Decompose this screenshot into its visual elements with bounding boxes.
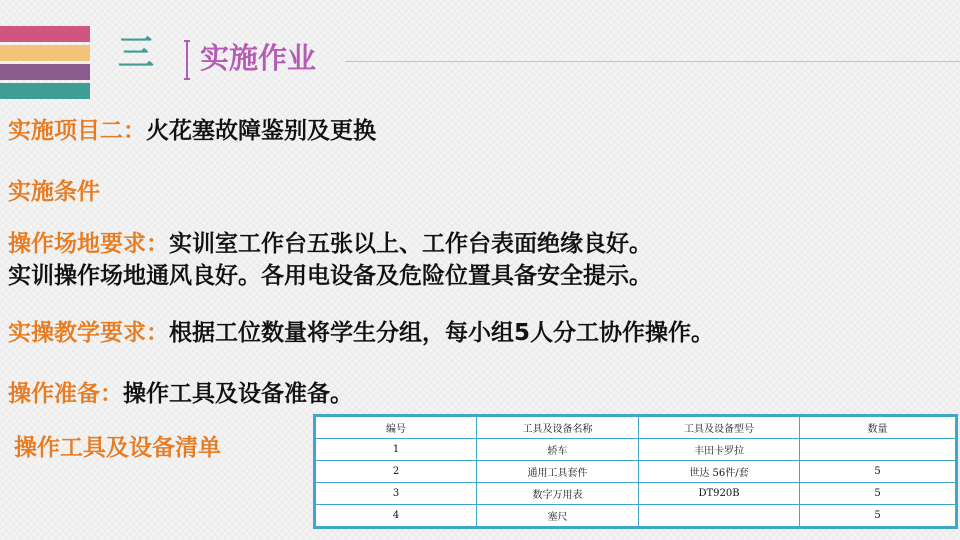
table-cell: 数字万用表	[477, 483, 639, 505]
table-row	[315, 439, 956, 461]
column-header: 工具及设备型号	[639, 416, 800, 439]
table-cell: 5	[800, 505, 956, 527]
table-cell	[800, 439, 956, 461]
teaching-requirements-line	[8, 319, 714, 348]
project-text: 火花塞故障鉴别及更换	[146, 118, 376, 144]
stripe-pink	[0, 26, 90, 42]
site-requirements-line-2	[8, 262, 652, 291]
tool-list-heading: 操作工具及设备清单	[14, 435, 221, 461]
table-cell: 塞尺	[477, 505, 639, 527]
tool-list-table	[313, 414, 958, 529]
table-cell: DT920B	[639, 483, 800, 505]
table-row	[315, 461, 956, 483]
table-cell: 4	[315, 505, 477, 527]
site-requirements-text: 实训室工作台五张以上、工作台表面绝缘良好。	[169, 231, 652, 257]
table-cell: 1	[315, 439, 477, 461]
table-cell: 丰田卡罗拉	[639, 439, 800, 461]
stripe-purple	[0, 64, 90, 80]
site-requirements-label: 操作场地要求：	[8, 231, 169, 257]
table-cell	[639, 505, 800, 527]
preparation-label: 操作准备：	[8, 381, 123, 407]
table-cell: 5	[800, 461, 956, 483]
table-row	[315, 505, 956, 527]
title-divider	[186, 40, 188, 80]
decorative-stripes	[0, 26, 90, 102]
conditions-heading: 实施条件	[8, 179, 100, 205]
table-cell: 通用工具套件	[477, 461, 639, 483]
column-header: 编号	[315, 416, 477, 439]
teaching-requirements-text: 根据工位数量将学生分组，每小组5人分工协作操作。	[169, 320, 715, 346]
table-row	[315, 483, 956, 505]
project-label: 实施项目二：	[8, 118, 146, 144]
title-rule	[345, 61, 960, 62]
table-cell: 5	[800, 483, 956, 505]
table-cell: 3	[315, 483, 477, 505]
table-header-row	[315, 416, 956, 439]
site-requirements-line	[8, 230, 652, 259]
table-cell: 2	[315, 461, 477, 483]
stripe-teal	[0, 83, 90, 99]
table-cell: 轿车	[477, 439, 639, 461]
teaching-requirements-label: 实操教学要求：	[8, 320, 169, 346]
column-header: 工具及设备名称	[477, 416, 639, 439]
preparation-text: 操作工具及设备准备。	[123, 381, 353, 407]
site-requirements-text-2: 实训操作场地通风良好。各用电设备及危险位置具备安全提示。	[8, 263, 652, 289]
preparation-line	[8, 380, 353, 409]
column-header: 数量	[800, 416, 956, 439]
project-line	[8, 117, 376, 146]
stripe-yellow	[0, 45, 90, 61]
table-cell: 世达 56件/套	[639, 461, 800, 483]
section-number: 三	[118, 33, 157, 74]
section-title: 实施作业	[200, 41, 317, 75]
